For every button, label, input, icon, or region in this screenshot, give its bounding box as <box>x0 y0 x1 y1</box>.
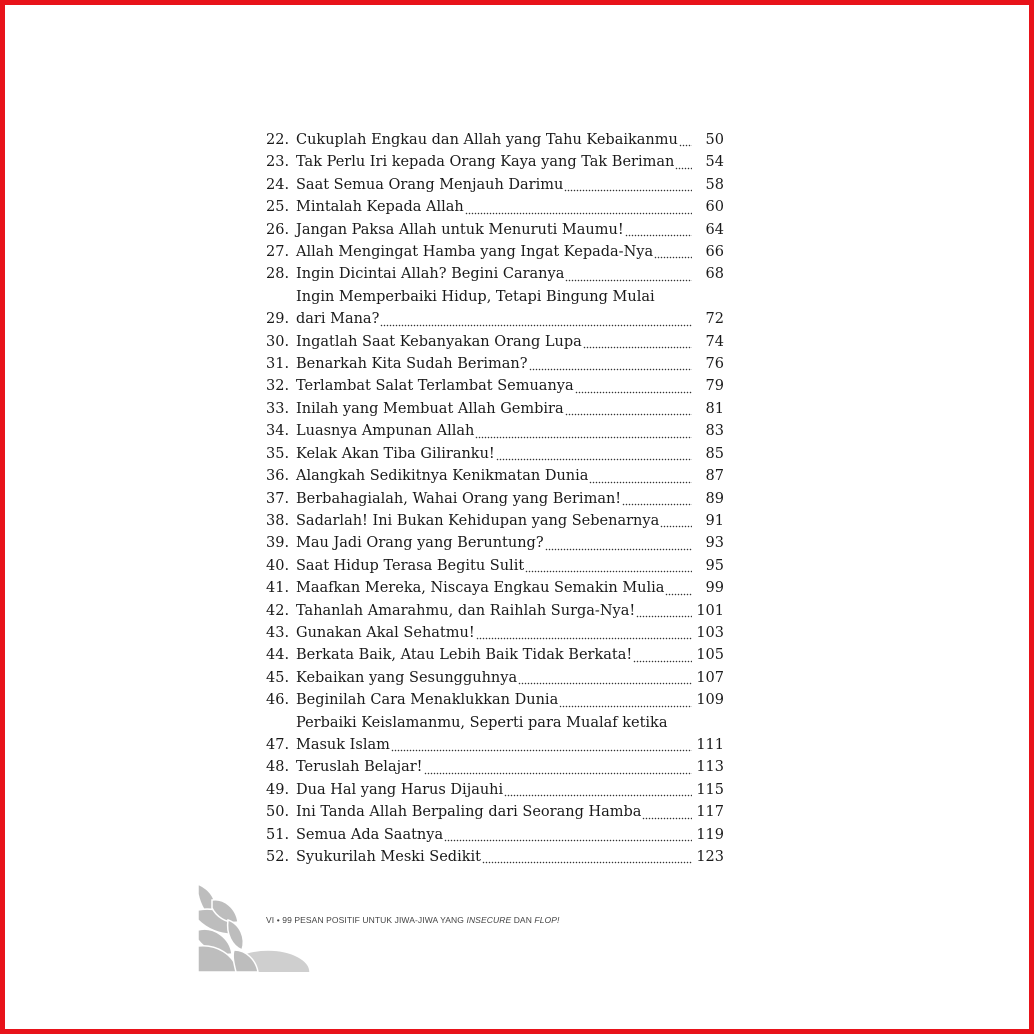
toc-entry-page-number: 79 <box>705 378 724 395</box>
dot-leader <box>583 346 692 349</box>
toc-entry-title: Inilah yang Membuat Allah Gembira <box>296 400 564 417</box>
toc-entry-page-number: 85 <box>705 445 724 462</box>
toc-entry-page-number: 103 <box>696 624 724 641</box>
toc-entry-page-number: 60 <box>705 199 724 216</box>
table-of-contents <box>266 129 724 868</box>
toc-entry <box>266 465 724 487</box>
toc-entry-title: Saat Semua Orang Menjauh Darimu <box>296 176 564 193</box>
dot-leader <box>564 189 692 192</box>
toc-entry <box>266 375 724 397</box>
toc-entry <box>266 622 724 644</box>
toc-entry-page-number: 68 <box>705 266 724 283</box>
toc-entry-number: 23. <box>266 154 290 171</box>
toc-entry-title: Semua Ada Saatnya <box>296 826 444 843</box>
toc-entry-title: Saat Hidup Terasa Begitu Sulit <box>296 557 525 574</box>
dot-leader <box>525 570 692 573</box>
toc-entry-number: 39. <box>266 535 290 552</box>
toc-entry-title: Kelak Akan Tiba Giliranku! <box>296 445 495 462</box>
toc-entry-number: 37. <box>266 490 290 507</box>
toc-entry-title: Luasnya Ampunan Allah <box>296 423 475 440</box>
toc-entry <box>266 151 724 173</box>
toc-entry-page-number: 109 <box>696 692 724 709</box>
toc-entry-title: Terlambat Salat Terlambat Semuanya <box>296 378 574 395</box>
dot-leader <box>642 817 692 820</box>
footer-italic-insecure: INSECURE <box>466 915 512 925</box>
dot-leader <box>545 548 692 551</box>
toc-entry <box>266 443 724 465</box>
toc-entry-title: Berbahagialah, Wahai Orang yang Beriman! <box>296 490 622 507</box>
toc-entry <box>266 174 724 196</box>
flower-ornament-icon <box>198 880 310 972</box>
toc-entry-page-number: 93 <box>705 535 724 552</box>
toc-entry-page-number: 64 <box>705 221 724 238</box>
footer-and: DAN <box>513 915 532 925</box>
footer-separator: • <box>276 915 280 925</box>
toc-entry-number: 22. <box>266 132 290 148</box>
toc-entry-page-number: 115 <box>696 781 724 798</box>
toc-entry-page-number: 95 <box>705 557 724 574</box>
toc-entry-title: Benarkah Kita Sudah Beriman? <box>296 356 528 373</box>
toc-entry-page-number: 54 <box>705 154 724 171</box>
toc-entry <box>266 353 724 375</box>
toc-entry-page-number: 99 <box>705 580 724 597</box>
toc-entry <box>266 129 724 151</box>
toc-entry-title: Mau Jadi Orang yang Beruntung? <box>296 535 544 552</box>
toc-entry <box>266 779 724 801</box>
dot-leader <box>654 256 692 259</box>
toc-entry-title: Perbaiki Keislamanmu, Seperti para Mualaf ketika <box>296 714 668 731</box>
toc-entry-page-number: 66 <box>705 244 724 261</box>
page-footer <box>266 915 559 925</box>
toc-entry-title: Ini Tanda Allah Berpaling dari Seorang Hamba <box>296 804 642 821</box>
toc-entry-number: 44. <box>266 647 290 664</box>
footer-page-number: VI <box>266 915 275 925</box>
toc-entry-page-number: 119 <box>696 826 724 843</box>
toc-entry-number: 52. <box>266 849 290 865</box>
toc-entry-page-number: 105 <box>696 647 724 664</box>
dot-leader <box>559 705 692 708</box>
toc-entry-title: Cukuplah Engkau dan Allah yang Tahu Kebaikanmu <box>296 132 678 148</box>
toc-entry-page-number: 123 <box>696 849 724 865</box>
toc-entry-number: 51. <box>266 826 290 843</box>
toc-entry-page-number: 113 <box>696 759 724 776</box>
toc-entry-number: 41. <box>266 580 290 597</box>
toc-entry-number: 31. <box>266 356 290 373</box>
toc-entry-number: 40. <box>266 557 290 574</box>
toc-entry <box>266 846 724 868</box>
toc-entry <box>266 488 724 510</box>
toc-entry-page-number: 87 <box>705 468 724 485</box>
toc-entry-title: Ingin Memperbaiki Hidup, Tetapi Bingung Mulai <box>296 288 655 305</box>
toc-entry <box>266 196 724 218</box>
dot-leader <box>496 458 692 461</box>
dot-leader <box>633 660 692 663</box>
toc-entry-page-number: 111 <box>696 736 724 753</box>
dot-leader <box>504 794 692 797</box>
toc-entry-title: Jangan Paksa Allah untuk Menuruti Maumu! <box>296 221 624 238</box>
toc-entry-number: 38. <box>266 512 290 529</box>
toc-entry-title: Mintalah Kepada Allah <box>296 199 464 216</box>
toc-entry-title: Beginilah Cara Menaklukkan Dunia <box>296 692 559 709</box>
toc-entry-title: Teruslah Belajar! <box>296 759 423 776</box>
toc-entry-title: dari Mana? <box>296 311 380 328</box>
dot-leader <box>424 772 693 775</box>
toc-entry-number: 25. <box>266 199 290 216</box>
dot-leader <box>476 637 692 640</box>
toc-entry <box>266 644 724 666</box>
toc-entry-title: Sadarlah! Ini Bukan Kehidupan yang Sebenarnya <box>296 512 660 529</box>
toc-entry-number: 47. <box>266 736 290 753</box>
toc-entry-title: Gunakan Akal Sehatmu! <box>296 624 475 641</box>
toc-entry-number: 42. <box>266 602 290 619</box>
toc-entry-title: Allah Mengingat Hamba yang Ingat Kepada-Nya <box>296 244 654 261</box>
toc-entry <box>266 420 724 442</box>
toc-entry-page-number: 89 <box>705 490 724 507</box>
toc-entry-page-number: 50 <box>705 132 724 148</box>
dot-leader <box>636 615 692 618</box>
toc-entry-page-number: 81 <box>705 400 724 417</box>
toc-entry-number: 33. <box>266 400 290 417</box>
dot-leader <box>622 503 692 506</box>
toc-entry <box>266 600 724 622</box>
toc-entry-page-number: 117 <box>696 804 724 821</box>
toc-entry-number: 34. <box>266 423 290 440</box>
toc-entry <box>266 801 724 823</box>
toc-entry-title: Alangkah Sedikitnya Kenikmatan Dunia <box>296 468 589 485</box>
toc-entry-page-number: 76 <box>705 356 724 373</box>
toc-entry <box>266 286 724 331</box>
dot-leader <box>444 839 692 842</box>
toc-entry-number: 48. <box>266 759 290 776</box>
toc-entry-number: 24. <box>266 176 290 193</box>
toc-entry-number: 29. <box>266 311 290 328</box>
dot-leader <box>482 861 692 864</box>
toc-entry-page-number: 91 <box>705 512 724 529</box>
toc-entry-title: Kebaikan yang Sesungguhnya <box>296 669 518 686</box>
toc-entry-number: 30. <box>266 333 290 350</box>
toc-entry <box>266 532 724 554</box>
toc-entry-title: Syukurilah Meski Sedikit <box>296 849 481 865</box>
toc-entry-number: 49. <box>266 781 290 798</box>
dot-leader <box>625 234 692 237</box>
toc-entry <box>266 824 724 846</box>
dot-leader <box>465 212 692 215</box>
dot-leader <box>679 144 692 147</box>
toc-entry-number: 36. <box>266 468 290 485</box>
toc-entry-title: Berkata Baik, Atau Lebih Baik Tidak Berkata! <box>296 647 633 664</box>
toc-entry-title: Tahanlah Amarahmu, dan Raihlah Surga-Nya! <box>296 602 636 619</box>
dot-leader <box>665 593 692 596</box>
toc-entry-number: 28. <box>266 266 290 283</box>
toc-entry-number: 46. <box>266 692 290 709</box>
toc-entry-title: Masuk Islam <box>296 736 390 753</box>
dot-leader <box>565 413 692 416</box>
toc-entry <box>266 398 724 420</box>
dot-leader <box>660 525 692 528</box>
footer-italic-flop: FLOP! <box>534 915 560 925</box>
toc-entry-number: 35. <box>266 445 290 462</box>
dot-leader <box>589 481 692 484</box>
toc-entry-number: 32. <box>266 378 290 395</box>
dot-leader <box>518 682 692 685</box>
toc-entry <box>266 263 724 285</box>
toc-entry-title: Tak Perlu Iri kepada Orang Kaya yang Tak Beriman <box>296 154 675 171</box>
toc-entry <box>266 756 724 778</box>
dot-leader <box>475 436 692 439</box>
toc-entry <box>266 555 724 577</box>
toc-entry-number: 26. <box>266 221 290 238</box>
dot-leader <box>391 749 692 752</box>
dot-leader <box>380 324 692 327</box>
toc-entry-page-number: 101 <box>696 602 724 619</box>
dot-leader <box>675 167 692 170</box>
toc-entry-title: Ingin Dicintai Allah? Begini Caranya <box>296 266 565 283</box>
footer-book-title: 99 PESAN POSITIF UNTUK JIWA-JIWA YANG <box>282 915 465 925</box>
toc-entry <box>266 219 724 241</box>
dot-leader <box>575 391 692 394</box>
toc-entry <box>266 241 724 263</box>
dot-leader <box>529 368 692 371</box>
toc-entry-title: Dua Hal yang Harus Dijauhi <box>296 781 504 798</box>
toc-entry <box>266 331 724 353</box>
toc-entry <box>266 712 724 757</box>
toc-entry-title: Maafkan Mereka, Niscaya Engkau Semakin Mulia <box>296 580 665 597</box>
toc-entry-number: 50. <box>266 804 290 821</box>
toc-entry <box>266 689 724 711</box>
toc-entry-number: 43. <box>266 624 290 641</box>
toc-entry-page-number: 72 <box>705 311 724 328</box>
toc-entry-title: Ingatlah Saat Kebanyakan Orang Lupa <box>296 333 582 350</box>
toc-entry <box>266 577 724 599</box>
toc-entry-page-number: 107 <box>696 669 724 686</box>
toc-entry-page-number: 83 <box>705 423 724 440</box>
toc-entry <box>266 510 724 532</box>
toc-entry-number: 27. <box>266 244 290 261</box>
toc-entry <box>266 667 724 689</box>
toc-entry-page-number: 74 <box>705 333 724 350</box>
toc-entry-page-number: 58 <box>705 176 724 193</box>
toc-entry-number: 45. <box>266 669 290 686</box>
dot-leader <box>565 279 692 282</box>
